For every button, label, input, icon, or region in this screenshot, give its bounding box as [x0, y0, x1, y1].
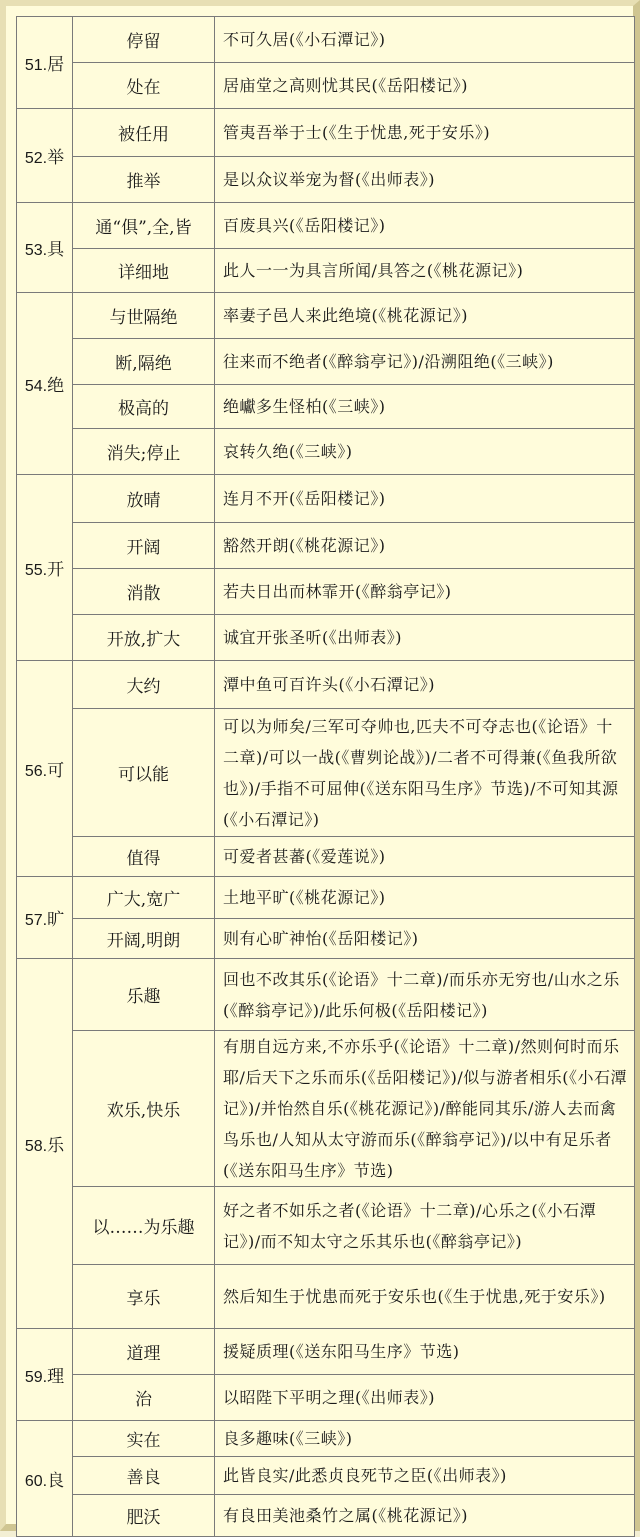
table-row [17, 1031, 635, 1187]
word-number-dot: . [42, 1138, 48, 1155]
word-number: 52 [24, 150, 43, 167]
example-cell: 则有心旷神怡(《岳阳楼记》) [215, 919, 635, 959]
table-row [17, 1421, 635, 1457]
word-number-dot: . [42, 562, 48, 579]
meaning-cell: 被任用 [73, 109, 215, 157]
example-cell: 连月不开(《岳阳楼记》) [215, 475, 635, 523]
word-head: 居 [47, 55, 65, 75]
example-cell: 好之者不如乐之者(《论语》十二章)/心乐之(《小石潭记》)/而不知太守之乐其乐也(《醉翁亭记》) [215, 1187, 635, 1265]
word-number: 55 [24, 562, 43, 579]
table-row [17, 959, 635, 1031]
example-cell: 不可久居(《小石潭记》) [215, 17, 635, 63]
table-row [17, 339, 635, 385]
example-cell: 潭中鱼可百许头(《小石潭记》) [215, 661, 635, 709]
example-cell: 然后知生于忧患而死于安乐也(《生于忧患,死于安乐》) [215, 1265, 635, 1329]
meaning-cell: 大约 [73, 661, 215, 709]
meaning-cell: 肥沃 [73, 1495, 215, 1537]
example-cell: 以昭陛下平明之理(《出师表》) [215, 1375, 635, 1421]
word-head: 具 [47, 240, 65, 260]
meaning-cell: 治 [73, 1375, 215, 1421]
word-cell [17, 661, 73, 877]
word-number-dot: . [42, 150, 48, 167]
word-number: 56 [24, 763, 43, 780]
example-cell: 是以众议举宠为督(《出师表》) [215, 157, 635, 203]
word-cell [17, 959, 73, 1329]
word-number: 59 [24, 1369, 43, 1386]
meaning-cell: 道理 [73, 1329, 215, 1375]
word-cell [17, 475, 73, 661]
table-row [17, 157, 635, 203]
meaning-cell: 消散 [73, 569, 215, 615]
table-row [17, 293, 635, 339]
meaning-cell: 广大,宽广 [73, 877, 215, 919]
word-number: 54 [24, 378, 43, 395]
example-cell: 百废具兴(《岳阳楼记》) [215, 203, 635, 249]
example-cell: 有朋自远方来,不亦乐乎(《论语》十二章)/然则何时而乐耶/后天下之乐而乐(《岳阳楼记》)/似与游者相乐(《小石潭记》)/并怡然自乐(《桃花源记》)/醉能同其乐/游人去而禽鸟乐也/人知从太守游而乐(《醉翁亭记》)/以中有足乐者(《送东阳马生序》节选) [215, 1031, 635, 1187]
word-cell [17, 203, 73, 293]
table-row [17, 661, 635, 709]
meaning-cell: 放晴 [73, 475, 215, 523]
word-cell [17, 293, 73, 475]
meaning-cell: 消失;停止 [73, 429, 215, 475]
table-row [17, 709, 635, 837]
table-row [17, 1329, 635, 1375]
word-number: 60 [24, 1473, 43, 1490]
word-head: 开 [47, 560, 65, 580]
word-cell [17, 1421, 73, 1537]
word-number: 57 [24, 912, 43, 929]
word-cell [17, 109, 73, 203]
example-cell: 居庙堂之高则忧其民(《岳阳楼记》) [215, 63, 635, 109]
table-row [17, 1187, 635, 1265]
word-number: 53 [24, 242, 43, 259]
example-cell: 此皆良实/此悉贞良死节之臣(《出师表》) [215, 1457, 635, 1495]
example-cell: 往来而不绝者(《醉翁亭记》)/沿溯阻绝(《三峡》) [215, 339, 635, 385]
example-cell: 土地平旷(《桃花源记》) [215, 877, 635, 919]
table-row [17, 569, 635, 615]
meaning-cell: 实在 [73, 1421, 215, 1457]
example-cell: 率妻子邑人来此绝境(《桃花源记》) [215, 293, 635, 339]
word-number-dot: . [42, 763, 48, 780]
table-row [17, 523, 635, 569]
example-cell: 绝巘多生怪柏(《三峡》) [215, 385, 635, 429]
table-row [17, 1495, 635, 1537]
table-row [17, 1265, 635, 1329]
word-head: 良 [47, 1471, 65, 1491]
example-cell: 良多趣味(《三峡》) [215, 1421, 635, 1457]
meaning-cell: 推举 [73, 157, 215, 203]
word-number-dot: . [42, 57, 48, 74]
meaning-cell: 乐趣 [73, 959, 215, 1031]
table-row [17, 877, 635, 919]
table-row [17, 475, 635, 523]
word-head: 乐 [47, 1136, 65, 1156]
example-cell: 有良田美池桑竹之属(《桃花源记》) [215, 1495, 635, 1537]
word-cell [17, 17, 73, 109]
meaning-cell: 欢乐,快乐 [73, 1031, 215, 1187]
word-cell [17, 1329, 73, 1421]
example-cell: 管夷吾举于士(《生于忧患,死于安乐》) [215, 109, 635, 157]
table-row [17, 1457, 635, 1495]
meaning-cell: 开阔,明朗 [73, 919, 215, 959]
word-number-dot: . [42, 1473, 48, 1490]
meaning-cell: 开放,扩大 [73, 615, 215, 661]
meaning-cell: 以……为乐趣 [73, 1187, 215, 1265]
table-row [17, 615, 635, 661]
meaning-cell: 停留 [73, 17, 215, 63]
example-cell: 若夫日出而林霏开(《醉翁亭记》) [215, 569, 635, 615]
word-head: 理 [47, 1367, 65, 1387]
table-row [17, 17, 635, 63]
word-head: 举 [47, 148, 65, 168]
word-number-dot: . [42, 1369, 48, 1386]
table-row [17, 919, 635, 959]
meaning-cell: 通“俱”,全,皆 [73, 203, 215, 249]
table-row [17, 249, 635, 293]
meaning-cell: 详细地 [73, 249, 215, 293]
example-cell: 哀转久绝(《三峡》) [215, 429, 635, 475]
example-cell: 援疑质理(《送东阳马生序》节选) [215, 1329, 635, 1375]
example-cell: 此人一一为具言所闻/具答之(《桃花源记》) [215, 249, 635, 293]
meaning-cell: 可以能 [73, 709, 215, 837]
meaning-cell: 极高的 [73, 385, 215, 429]
meaning-cell: 值得 [73, 837, 215, 877]
example-cell: 可以为师矣/三军可夺帅也,匹夫不可夺志也(《论语》十二章)/可以一战(《曹刿论战》)/二者不可得兼(《鱼我所欲也》)/手指不可屈伸(《送东阳马生序》节选)/不可知其源(《小石潭记》) [215, 709, 635, 837]
meaning-cell: 断,隔绝 [73, 339, 215, 385]
table-row [17, 63, 635, 109]
word-head: 可 [47, 761, 65, 781]
table-row [17, 429, 635, 475]
vocab-table [16, 16, 635, 1537]
table-row [17, 1375, 635, 1421]
word-head: 旷 [47, 910, 65, 930]
example-cell: 豁然开朗(《桃花源记》) [215, 523, 635, 569]
word-head: 绝 [47, 376, 65, 396]
word-number: 51 [24, 57, 43, 74]
example-cell: 可爱者甚蕃(《爱莲说》) [215, 837, 635, 877]
vocab-table-body [17, 17, 635, 1537]
table-row [17, 203, 635, 249]
example-cell: 回也不改其乐(《论语》十二章)/而乐亦无穷也/山水之乐(《醉翁亭记》)/此乐何极(《岳阳楼记》) [215, 959, 635, 1031]
meaning-cell: 享乐 [73, 1265, 215, 1329]
meaning-cell: 与世隔绝 [73, 293, 215, 339]
word-number-dot: . [42, 242, 48, 259]
example-cell: 诚宜开张圣听(《出师表》) [215, 615, 635, 661]
meaning-cell: 开阔 [73, 523, 215, 569]
table-row [17, 385, 635, 429]
word-number-dot: . [42, 912, 48, 929]
table-row [17, 109, 635, 157]
table-row [17, 837, 635, 877]
meaning-cell: 处在 [73, 63, 215, 109]
word-number: 58 [24, 1138, 43, 1155]
word-number-dot: . [42, 378, 48, 395]
word-cell [17, 877, 73, 959]
meaning-cell: 善良 [73, 1457, 215, 1495]
